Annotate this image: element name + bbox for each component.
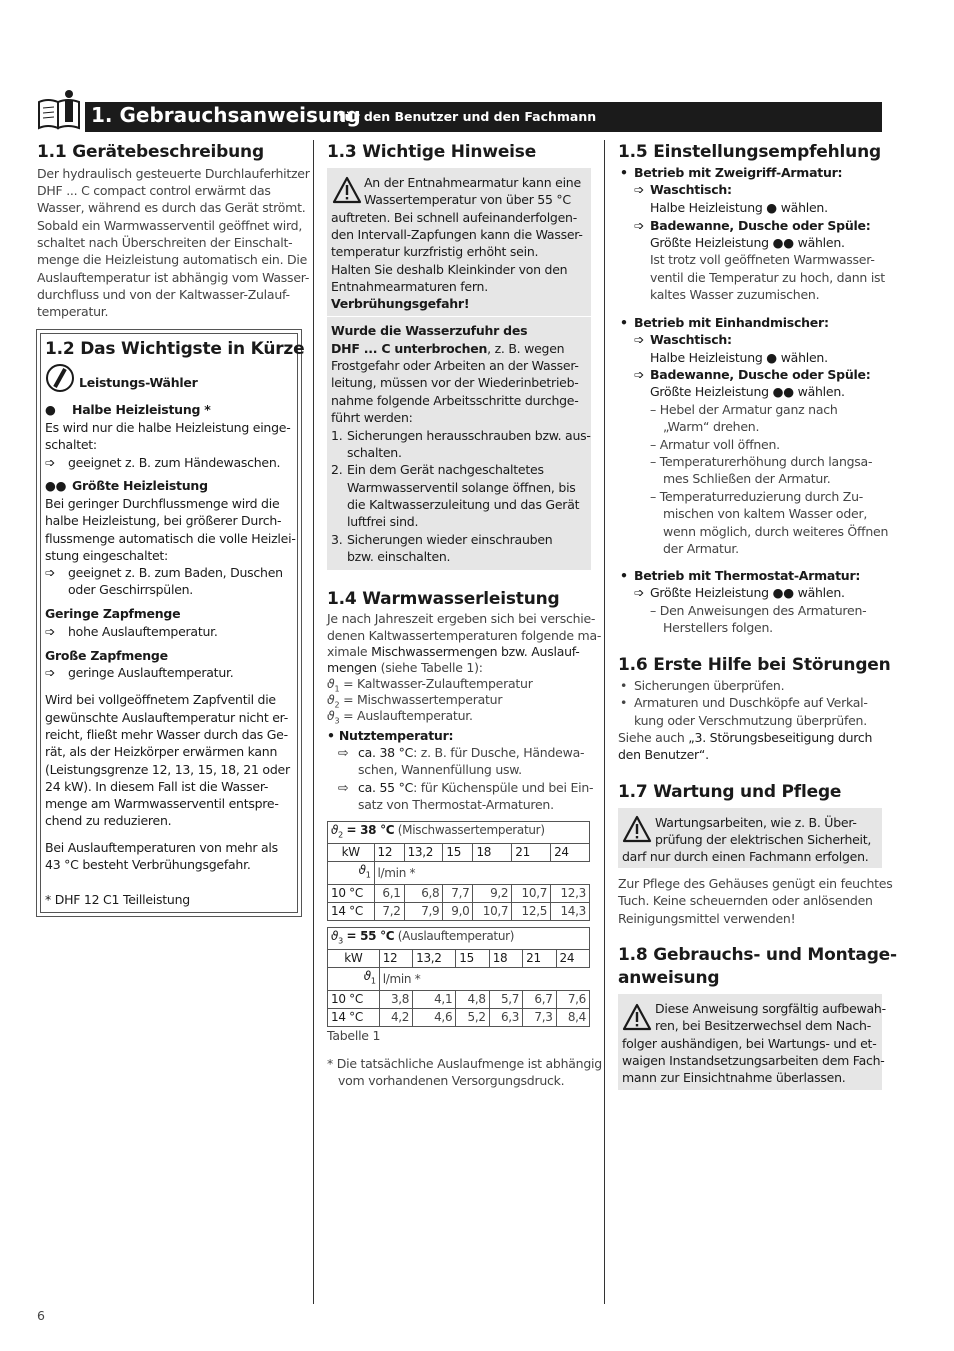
text-line: Diese Anweisung sorgfältig aufbewah- xyxy=(655,1001,886,1016)
text-line: Wasser, während es durch das Gerät strömt. xyxy=(37,200,306,215)
text-line: ventil die Temperatur zu hoch, dann ist xyxy=(650,270,885,285)
text-line: kaltes Wasser zuzumischen. xyxy=(650,287,820,302)
table-row xyxy=(328,844,590,862)
table-row xyxy=(328,990,590,1008)
theta-symbol: ϑ xyxy=(327,708,335,723)
temp-value: = 55 °C xyxy=(346,929,395,943)
table-caption: Tabelle 1 xyxy=(327,1028,381,1043)
text-line xyxy=(358,745,584,760)
step-number: 3. xyxy=(331,532,343,547)
table-cell: 7,9 xyxy=(404,902,443,920)
mode-title: Betrieb mit Thermostat-Armatur: xyxy=(634,568,861,583)
theta-symbol: ϑ xyxy=(327,676,335,691)
manual-book-icon xyxy=(37,88,81,132)
text-highlight: Mischwassermengen bzw. Auslauf- xyxy=(371,644,580,659)
text-line: schaltet nach Überschreiten der Einschalt- xyxy=(37,235,293,250)
table-cell: 10,7 xyxy=(512,884,551,902)
table-cell: 9,2 xyxy=(473,884,512,902)
text-line: Armaturen und Duschköpfe auf Verkal- xyxy=(634,695,868,710)
text-line: – Temperaturreduzierung durch Zu- xyxy=(650,489,864,504)
table-cell: 24 xyxy=(551,844,590,862)
text-line: rät, als der Heizkörper erwärmen kann xyxy=(45,744,278,759)
text-line: Tuch. Keine scheuernden oder anlösenden xyxy=(618,893,873,908)
table-cell: 12 xyxy=(379,950,412,968)
arrow-icon: ➩ xyxy=(634,367,645,382)
heading-1-8: 1.8 Gebrauchs- und Montage- xyxy=(618,945,897,965)
table-cell: 18 xyxy=(473,844,512,862)
arrow-icon: ➩ xyxy=(634,218,645,233)
text-line: Wurde die Wasserzufuhr des xyxy=(331,323,528,338)
temp-value: = 38 °C xyxy=(346,823,395,837)
cross-reference: „3. Störungsbeseitigung durch xyxy=(688,730,873,745)
text-line: menge am Warmwasserventil entspre- xyxy=(45,796,279,811)
heading-1-4: 1.4 Warmwasserleistung xyxy=(327,589,560,609)
arrow-icon: ➩ xyxy=(634,332,645,347)
legend-line xyxy=(327,708,473,729)
text-bold: DHF ... C unterbrochen xyxy=(331,341,488,356)
use-label: Waschtisch: xyxy=(650,332,732,347)
legend-text: = Auslauftemperatur. xyxy=(339,708,473,723)
warning-triangle-icon xyxy=(622,815,652,843)
text-line xyxy=(331,341,564,356)
text-line: „Warm“ drehen. xyxy=(663,419,760,434)
text-part: Siehe auch xyxy=(618,730,689,745)
arrow-icon: ➩ xyxy=(45,455,56,470)
temp-value: ca. 38 °C xyxy=(358,745,414,760)
table-row xyxy=(328,862,590,884)
selector-label: Leistungs-Wähler xyxy=(79,375,198,390)
table-cell: 10,7 xyxy=(473,902,512,920)
text-line: Bei geringer Durchflussmenge wird die xyxy=(45,496,280,511)
subscript: 1 xyxy=(365,870,371,880)
text-line: Halten Sie deshalb Kleinkinder von den xyxy=(331,262,568,277)
bullet: • xyxy=(620,678,628,693)
text-line: gewünschte Auslauftemperatur nicht er- xyxy=(45,710,289,725)
column-divider-1 xyxy=(313,140,314,1304)
text-line: kung oder Verschmutzung überprüfen. xyxy=(634,713,867,728)
table-row xyxy=(328,968,590,990)
text-line: – Temperaturerhöhung durch langsa- xyxy=(650,454,873,469)
subscript: 2 xyxy=(334,700,340,710)
unit-label: l/min * xyxy=(379,968,589,990)
arrow-icon: ➩ xyxy=(45,665,56,680)
table-cell: 21 xyxy=(523,950,556,968)
footnote: * Die tatsächliche Auslaufmenge ist abhängig xyxy=(327,1056,602,1071)
warning-triangle-icon xyxy=(332,176,362,204)
text-line: satz von Thermostat-Armaturen. xyxy=(358,797,554,812)
text-line: Warmwasserventil solange öffnen, bis xyxy=(347,480,576,495)
mode-title: Betrieb mit Zweigriff-Armatur: xyxy=(634,165,843,180)
text-line: Reinigungsmittel verwenden! xyxy=(618,911,796,926)
text-line: ren, bei Besitzerwechsel dem Nach- xyxy=(655,1018,871,1033)
text-highlight: mengen xyxy=(327,660,377,675)
table-cell: 4,8 xyxy=(456,990,489,1008)
text-line: durchfluss und von der Kaltwasser-Zulauf- xyxy=(37,287,290,302)
text-line: flussmenge automatisch die volle Heizlei- xyxy=(45,531,296,546)
table-cell: 24 xyxy=(556,950,589,968)
kw-label: kW xyxy=(328,950,380,968)
table-row xyxy=(328,950,590,968)
bullet: • xyxy=(620,315,628,330)
text-line: temperatur kurzfristig erhöht sein. xyxy=(331,244,539,259)
heading-1-5: 1.5 Einstellungsempfehlung xyxy=(618,142,881,162)
table-cell: 4,2 xyxy=(379,1008,412,1026)
text-line: geeignet z. B. zum Baden, Duschen xyxy=(68,565,283,580)
text-line: mann zur Einsichtnahme überlassen. xyxy=(622,1070,846,1085)
text-line: Wartungsarbeiten, wie z. B. Über- xyxy=(655,815,857,830)
text-line: Der hydraulisch gesteuerte Durchlauferhitzer xyxy=(37,166,310,181)
text-line: Zur Pflege des Gehäuses genügt ein feuchtes xyxy=(618,876,893,891)
text-line: menge die Heizleistung automatisch ein. Die xyxy=(37,252,308,267)
text-line: Herstellers folgen. xyxy=(663,620,773,635)
text-line: Bei Auslauftemperaturen von mehr als xyxy=(45,840,278,855)
text-line: nahme folgende Arbeitsschritte durchge- xyxy=(331,393,579,408)
use-temp-title: • Nutztemperatur: xyxy=(327,728,454,743)
text-line: Halbe Heizleistung ● wählen. xyxy=(650,200,828,215)
use-label: Waschtisch: xyxy=(650,182,732,197)
text-line: Sicherungen herausschrauben bzw. aus- xyxy=(347,428,591,443)
double-dot-icon: ●● xyxy=(45,478,67,493)
table-cell: 4,1 xyxy=(413,990,456,1008)
table-cell: 7,6 xyxy=(556,990,589,1008)
row-temp: 10 °C xyxy=(328,990,380,1008)
warning-triangle-icon xyxy=(622,1003,652,1031)
text-part: : z. B. für Dusche, Händewa- xyxy=(413,745,585,760)
flow-table-38 xyxy=(327,821,590,921)
unit-label: l/min * xyxy=(374,862,589,884)
arrow-outline-icon: ⇨ xyxy=(338,780,349,795)
text-line: Sobald ein Warmwasserventil geöffnet wird, xyxy=(37,218,303,233)
text-line: denen Kaltwassertemperaturen folgende ma- xyxy=(327,628,602,643)
table-cell: 7,7 xyxy=(443,884,473,902)
heading-1-2: 1.2 Das Wichtigste in Kürze xyxy=(45,339,305,359)
text-line: schen, Wannenfüllung usw. xyxy=(358,762,522,777)
subscript: 3 xyxy=(338,936,343,946)
column-divider-2 xyxy=(604,140,605,1304)
text-line: (Leistungsgrenze 12, 13, 15, 18, 21 oder xyxy=(45,762,290,777)
subscript: 2 xyxy=(338,830,343,840)
table-cell: 3,8 xyxy=(379,990,412,1008)
table-row xyxy=(328,884,590,902)
theta-symbol: ϑ xyxy=(327,692,335,707)
text-line xyxy=(358,780,593,795)
kw-label: kW xyxy=(328,844,375,862)
temp-desc: (Auslauftemperatur) xyxy=(397,929,515,943)
text-line: Auslauftemperatur ist abhängig vom Wasser- xyxy=(37,270,310,285)
text-line: prüfung der elektrischen Sicherheit, xyxy=(655,832,872,847)
row-temp: 14 °C xyxy=(328,902,375,920)
row-temp: 14 °C xyxy=(328,1008,380,1026)
text-part: ximale xyxy=(327,644,372,659)
text-line: – Hebel der Armatur ganz nach xyxy=(650,402,838,417)
table-cell: 14,3 xyxy=(551,902,590,920)
row-temp: 10 °C xyxy=(328,884,375,902)
flow-table-55 xyxy=(327,927,590,1027)
arrow-icon: ➩ xyxy=(634,585,645,600)
use-label: Badewanne, Dusche oder Spüle: xyxy=(650,218,871,233)
table-cell: 13,2 xyxy=(404,844,443,862)
legend-text: = Kaltwasser-Zulauftemperatur xyxy=(339,676,533,691)
table-row xyxy=(328,1008,590,1026)
text-line: Frostgefahr oder Arbeiten an der Wasser- xyxy=(331,358,579,373)
text-line: schalten. xyxy=(347,445,402,460)
table-cell: 6,1 xyxy=(374,884,404,902)
text-line: DHF ... C compact control erwärmt das xyxy=(37,183,271,198)
half-power-title: Halbe Heizleistung * xyxy=(72,402,211,417)
table-header-row xyxy=(328,822,590,844)
bullet: • xyxy=(620,165,628,180)
table-cell: 18 xyxy=(489,950,522,968)
text-line: schaltet: xyxy=(45,437,97,452)
text-line: 43 °C besteht Verbrühungsgefahr. xyxy=(45,857,251,872)
text-line: den Intervall-Zapfungen kann die Wasser- xyxy=(331,227,583,242)
bullet-dot: ● xyxy=(45,402,56,417)
text-line: Größte Heizleistung ●● wählen. xyxy=(650,585,845,600)
text-line: – Den Anweisungen des Armaturen- xyxy=(650,603,867,618)
text-line: luftfrei sind. xyxy=(347,514,419,529)
text-line: oder Geschirrspülen. xyxy=(68,582,194,597)
high-flow-title: Große Zapfmenge xyxy=(45,648,168,663)
text-line xyxy=(618,730,872,745)
footnote: * DHF 12 C1 Teilleistung xyxy=(45,892,190,907)
table-row xyxy=(328,902,590,920)
text-line xyxy=(327,660,483,675)
text-line: geringe Auslauftemperatur. xyxy=(68,665,234,680)
subscript: 1 xyxy=(334,684,340,694)
footnote: vom vorhandenen Versorgungsdruck. xyxy=(338,1073,565,1088)
subscript: 1 xyxy=(370,976,376,986)
temp-value: ca. 55 °C xyxy=(358,780,414,795)
text-part: : für Küchenspüle und bei Ein- xyxy=(413,780,594,795)
chapter-subtitle: für den Benutzer und den Fachmann xyxy=(339,109,597,124)
page-number: 6 xyxy=(37,1308,45,1323)
chapter-header-bar xyxy=(85,102,882,132)
text-line: halbe Heizleistung, bei größerer Durch- xyxy=(45,513,282,528)
theta-symbol: ϑ xyxy=(331,929,339,943)
table-cell: 12 xyxy=(374,844,404,862)
theta-symbol: ϑ xyxy=(358,863,366,878)
text-line: Wassertemperatur von über 55 °C xyxy=(364,192,571,207)
arrow-outline-icon: ⇨ xyxy=(338,745,349,760)
arrow-icon: ➩ xyxy=(45,565,56,580)
power-selector-icon xyxy=(45,363,75,393)
bullet: • xyxy=(620,568,628,583)
text-line: An der Entnahmearmatur kann eine xyxy=(364,175,581,190)
text-line: Sicherungen überprüfen. xyxy=(634,678,785,693)
text-line: temperatur. xyxy=(37,304,109,319)
table-cell: 12,3 xyxy=(551,884,590,902)
temp-desc: (Mischwassertemperatur) xyxy=(397,823,545,837)
text-line: darf nur durch einen Fachmann erfolgen. xyxy=(622,849,869,864)
text-line: Es wird nur die halbe Heizleistung einge- xyxy=(45,420,291,435)
table-cell: 12,5 xyxy=(512,902,551,920)
bullet: • xyxy=(620,695,628,710)
text-line: mischen von kaltem Wasser oder, xyxy=(663,506,868,521)
use-label: Badewanne, Dusche oder Spüle: xyxy=(650,367,871,382)
text-line: Sicherungen wieder einschrauben xyxy=(347,532,553,547)
table-cell: 7,2 xyxy=(374,902,404,920)
legend-text: = Mischwassertemperatur xyxy=(339,692,503,707)
table-cell: 7,3 xyxy=(523,1008,556,1026)
full-power-title: Größte Heizleistung xyxy=(72,478,208,493)
text-line: Halbe Heizleistung ● wählen. xyxy=(650,350,828,365)
table-header-row xyxy=(328,928,590,950)
text-line: wenn möglich, durch weiteres Öffnen xyxy=(663,524,889,539)
summary-box xyxy=(36,329,305,917)
theta-symbol: ϑ xyxy=(331,823,339,837)
divider xyxy=(327,316,591,317)
text-line: Wird bei vollgeöffnetem Zapfventil die xyxy=(45,692,276,707)
cross-reference: den Benutzer“. xyxy=(618,747,709,762)
text-line: – Armatur voll öffnen. xyxy=(650,437,780,452)
text-line: folger aushändigen, bei Wartungs- und et- xyxy=(622,1036,877,1051)
table-cell: 15 xyxy=(443,844,473,862)
text-line: 24 kW). In diesem Fall ist die Wasser- xyxy=(45,779,269,794)
heading-1-8-cont: anweisung xyxy=(618,968,720,988)
text-line: hohe Auslauftemperatur. xyxy=(68,624,218,639)
text-line: Ein dem Gerät nachgeschaltetes xyxy=(347,462,544,477)
text-line: waigen Instandsetzungsarbeiten dem Fach- xyxy=(622,1053,885,1068)
heading-1-1: 1.1 Gerätebeschreibung xyxy=(37,142,264,162)
text-line: auftreten. Bei schnell aufeinanderfolgen- xyxy=(331,210,577,225)
table-cell: 5,2 xyxy=(456,1008,489,1026)
text-line: mes Schließen der Armatur. xyxy=(663,471,831,486)
scald-warning: Verbrühungsgefahr! xyxy=(331,296,470,311)
heading-1-7: 1.7 Wartung und Pflege xyxy=(618,782,842,802)
heading-1-6: 1.6 Erste Hilfe bei Störungen xyxy=(618,655,891,675)
table-cell: 13,2 xyxy=(413,950,456,968)
step-number: 2. xyxy=(331,462,343,477)
step-number: 1. xyxy=(331,428,343,443)
text-line: Größte Heizleistung ●● wählen. xyxy=(650,384,845,399)
text-line: Entnahmearmaturen fern. xyxy=(331,279,488,294)
text-line: die Kaltwasserzuleitung und das Gerät xyxy=(347,497,580,512)
text-line: der Armatur. xyxy=(663,541,739,556)
text-line: geeignet z. B. zum Händewaschen. xyxy=(68,455,281,470)
low-flow-title: Geringe Zapfmenge xyxy=(45,606,181,621)
table-cell: 15 xyxy=(456,950,489,968)
table-cell: 6,8 xyxy=(404,884,443,902)
text-line: Größte Heizleistung ●● wählen. xyxy=(650,235,845,250)
table-cell: 9,0 xyxy=(443,902,473,920)
text-line: reicht, fließt mehr Wasser durch das Ge- xyxy=(45,727,288,742)
table-cell: 6,7 xyxy=(523,990,556,1008)
text-line: bzw. einschalten. xyxy=(347,549,451,564)
chapter-title: 1. Gebrauchsanweisung xyxy=(91,103,361,127)
text-line: führt werden: xyxy=(331,410,413,425)
table-cell: 5,7 xyxy=(489,990,522,1008)
theta-symbol: ϑ xyxy=(363,969,371,984)
text-line: Je nach Jahreszeit ergeben sich bei verschie- xyxy=(327,611,596,626)
text-line: leitung, müssen vor der Wiederinbetrieb- xyxy=(331,375,579,390)
text-line: stung eingeschaltet: xyxy=(45,548,169,563)
table-cell: 21 xyxy=(512,844,551,862)
heading-1-3: 1.3 Wichtige Hinweise xyxy=(327,142,537,162)
text-line: chend zu reduzieren. xyxy=(45,813,172,828)
text-line xyxy=(327,644,580,659)
table-cell: 8,4 xyxy=(556,1008,589,1026)
mode-title: Betrieb mit Einhandmischer: xyxy=(634,315,829,330)
table-cell: 4,6 xyxy=(413,1008,456,1026)
subscript: 3 xyxy=(334,716,340,726)
text-line: Ist trotz voll geöffneten Warmwasser- xyxy=(650,252,875,267)
arrow-icon: ➩ xyxy=(45,624,56,639)
arrow-icon: ➩ xyxy=(634,182,645,197)
text-part: (siehe Tabelle 1): xyxy=(376,660,483,675)
text-rest: , z. B. wegen xyxy=(487,341,565,356)
table-cell: 6,3 xyxy=(489,1008,522,1026)
